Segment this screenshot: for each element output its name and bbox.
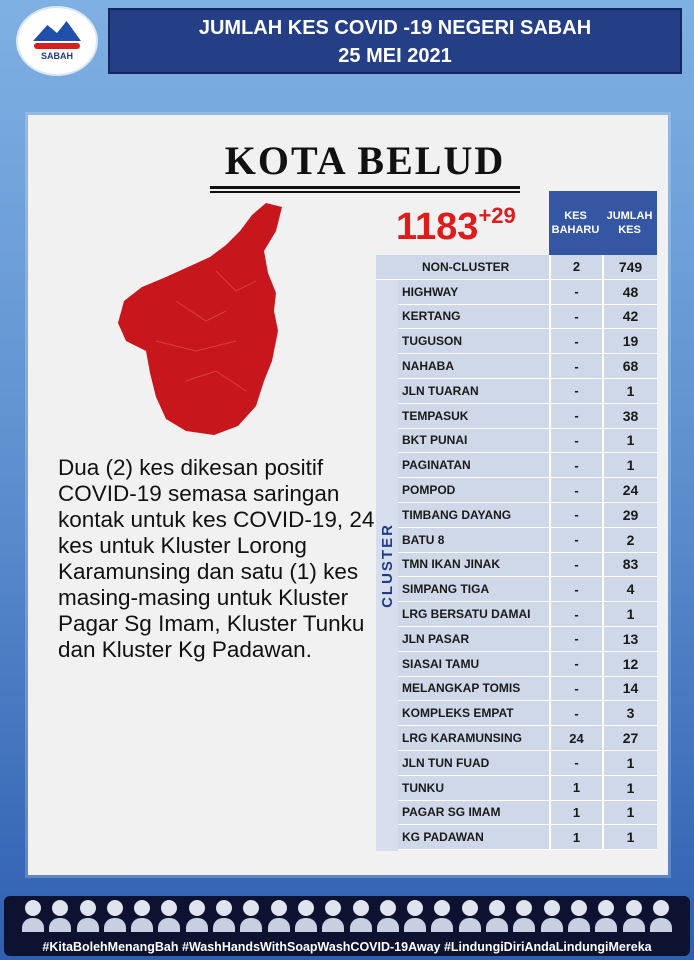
new-count: +29: [478, 203, 516, 228]
table-row: [376, 280, 657, 305]
cell-name: TMN IKAN JINAK: [376, 553, 549, 577]
cell-baru: -: [549, 503, 602, 527]
cell-jumlah: 42: [602, 305, 657, 329]
footer-banner: [4, 896, 690, 956]
cell-baru: -: [549, 602, 602, 626]
cell-jumlah: 3: [602, 701, 657, 725]
cluster-label: [376, 280, 398, 851]
cell-name: LRG KARAMUNSING: [376, 726, 549, 750]
table-row: [376, 305, 657, 330]
table-row: [376, 677, 657, 702]
person-icon: [459, 900, 481, 932]
cell-name: TUNKU: [376, 776, 549, 800]
cell-name: TIMBANG DAYANG: [376, 503, 549, 527]
person-icon: [131, 900, 153, 932]
cell-jumlah: 1: [602, 751, 657, 775]
table-row: [376, 825, 657, 850]
table-row: [376, 453, 657, 478]
cell-baru: -: [549, 553, 602, 577]
cell-baru: 24: [549, 726, 602, 750]
table-row: [376, 726, 657, 751]
person-icon: [623, 900, 645, 932]
cell-baru: -: [549, 329, 602, 353]
cell-baru: -: [549, 429, 602, 453]
table-row: [376, 379, 657, 404]
frontliner-figures: [22, 900, 672, 934]
person-icon: [322, 900, 344, 932]
page-header: [108, 8, 682, 74]
table-row: [376, 429, 657, 454]
table-row: [376, 255, 657, 280]
cell-name: PAGAR SG IMAM: [376, 801, 549, 825]
cell-jumlah: 12: [602, 652, 657, 676]
cell-name: KOMPLEKS EMPAT: [376, 701, 549, 725]
cell-jumlah: 24: [602, 478, 657, 502]
col-header-new: KES BAHARU: [549, 191, 602, 255]
cell-baru: 1: [549, 825, 602, 849]
mountain-icon: [33, 21, 81, 41]
main-panel: [28, 115, 668, 875]
table-row: [376, 404, 657, 429]
cell-baru: -: [549, 280, 602, 304]
table-row: [376, 329, 657, 354]
cell-name: LRG BERSATU DAMAI: [376, 602, 549, 626]
cell-baru: 2: [549, 255, 602, 279]
cell-name: POMPOD: [376, 478, 549, 502]
person-icon: [595, 900, 617, 932]
cell-baru: -: [549, 652, 602, 676]
cell-name: TUGUSON: [376, 329, 549, 353]
table-row: [376, 478, 657, 503]
table-row: [376, 701, 657, 726]
cell-baru: -: [549, 528, 602, 552]
cell-baru: -: [549, 305, 602, 329]
cell-jumlah: 27: [602, 726, 657, 750]
table-row: [376, 553, 657, 578]
person-icon: [377, 900, 399, 932]
cell-jumlah: 29: [602, 503, 657, 527]
cell-jumlah: 1: [602, 776, 657, 800]
cell-name: JLN TUARAN: [376, 379, 549, 403]
person-icon: [158, 900, 180, 932]
cell-baru: -: [549, 751, 602, 775]
cell-jumlah: 2: [602, 528, 657, 552]
cell-jumlah: 83: [602, 553, 657, 577]
cell-name: NON-CLUSTER: [376, 255, 549, 279]
cell-jumlah: 19: [602, 329, 657, 353]
total-cases: [396, 203, 516, 249]
table-row: [376, 354, 657, 379]
logo-text: SABAH: [40, 51, 73, 61]
person-icon: [186, 900, 208, 932]
person-icon: [77, 900, 99, 932]
district-title: KOTA BELUD: [210, 137, 520, 189]
table-row: [376, 751, 657, 776]
cell-name: MELANGKAP TOMIS: [376, 677, 549, 701]
person-icon: [431, 900, 453, 932]
sabah-logo: [16, 6, 98, 76]
cell-name: BATU 8: [376, 528, 549, 552]
cell-name: HIGHWAY: [376, 280, 549, 304]
footer-hashtags: #KitaBolehMenangBah #WashHandsWithSoapWashCOVID-19Away #LindungiDiriAndaLindungiMereka: [42, 940, 652, 954]
cell-jumlah: 48: [602, 280, 657, 304]
cell-name: JLN PASAR: [376, 627, 549, 651]
table-row: [376, 528, 657, 553]
cell-baru: -: [549, 354, 602, 378]
case-table: [376, 255, 657, 850]
district-map: [116, 201, 286, 441]
person-icon: [268, 900, 290, 932]
cluster-label-text: CLUSTER: [378, 523, 396, 608]
table-row: [376, 801, 657, 826]
person-icon: [213, 900, 235, 932]
cell-name: TEMPASUK: [376, 404, 549, 428]
table-row: [376, 776, 657, 801]
person-icon: [104, 900, 126, 932]
table-row: [376, 652, 657, 677]
cell-name: BKT PUNAI: [376, 429, 549, 453]
cell-jumlah: 1: [602, 453, 657, 477]
cell-baru: -: [549, 627, 602, 651]
cell-baru: -: [549, 453, 602, 477]
person-icon: [650, 900, 672, 932]
cell-jumlah: 1: [602, 379, 657, 403]
cell-name: KERTANG: [376, 305, 549, 329]
person-icon: [486, 900, 508, 932]
cell-name: KG PADAWAN: [376, 825, 549, 849]
person-icon: [240, 900, 262, 932]
table-row: [376, 503, 657, 528]
col-header-total: JUMLAH KES: [602, 191, 657, 255]
cell-baru: -: [549, 404, 602, 428]
cell-baru: -: [549, 577, 602, 601]
cell-jumlah: 14: [602, 677, 657, 701]
cell-name: SIMPANG TIGA: [376, 577, 549, 601]
cell-baru: -: [549, 701, 602, 725]
person-icon: [568, 900, 590, 932]
cell-baru: -: [549, 677, 602, 701]
cell-baru: 1: [549, 776, 602, 800]
cell-jumlah: 1: [602, 801, 657, 825]
cell-jumlah: 1: [602, 602, 657, 626]
cell-name: SIASAI TAMU: [376, 652, 549, 676]
person-icon: [404, 900, 426, 932]
table-row: [376, 602, 657, 627]
case-description: Dua (2) kes dikesan positif COVID-19 semasa saringan kontak untuk kes COVID-19, 24 kes untuk Kluster Lorong Karamunsing dan satu (1) kes masing-masing untuk Kluster Pagar Sg Imam, Kluster Tunku dan Kluster Kg Padawan.: [58, 455, 375, 662]
cell-jumlah: 4: [602, 577, 657, 601]
person-icon: [513, 900, 535, 932]
cell-baru: -: [549, 379, 602, 403]
person-icon: [541, 900, 563, 932]
cell-jumlah: 68: [602, 354, 657, 378]
cell-name: JLN TUN FUAD: [376, 751, 549, 775]
cell-jumlah: 1: [602, 429, 657, 453]
cell-jumlah: 749: [602, 255, 657, 279]
cell-name: NAHABA: [376, 354, 549, 378]
header-date: 25 MEI 2021: [338, 45, 452, 67]
person-icon: [295, 900, 317, 932]
cell-jumlah: 13: [602, 627, 657, 651]
cell-name: PAGINATAN: [376, 453, 549, 477]
cell-jumlah: 38: [602, 404, 657, 428]
total-count: 1183: [396, 206, 479, 248]
header-title: JUMLAH KES COVID -19 NEGERI SABAH: [198, 17, 592, 39]
person-icon: [22, 900, 44, 932]
cell-jumlah: 1: [602, 825, 657, 849]
cell-baru: -: [549, 478, 602, 502]
table-row: [376, 577, 657, 602]
table-row: [376, 627, 657, 652]
person-icon: [350, 900, 372, 932]
wave-icon: [34, 43, 80, 49]
cell-baru: 1: [549, 801, 602, 825]
person-icon: [49, 900, 71, 932]
